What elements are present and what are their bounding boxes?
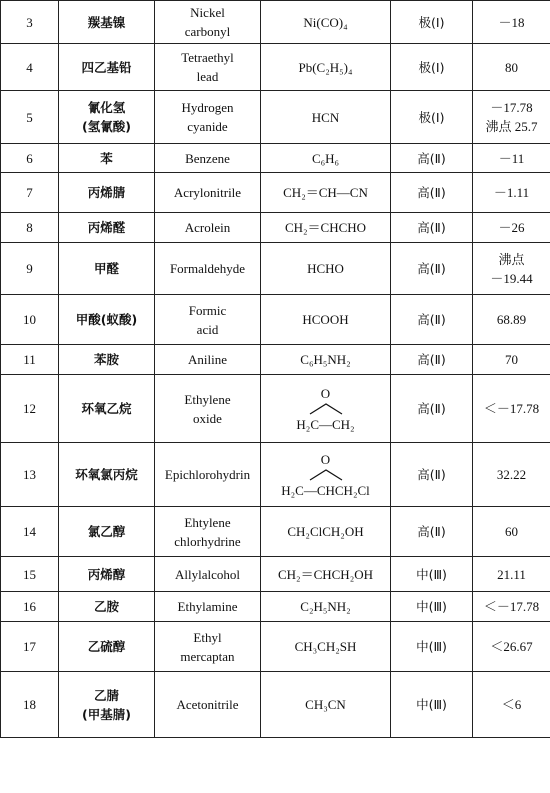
english-name: Tetraethyl [181,50,234,65]
flash-point-cell [473,557,550,592]
row-number: 12 [1,375,59,443]
english-name: chlorhydrine [174,533,241,549]
table-row [1,243,550,295]
english-name: Ethyl [193,629,222,645]
english-name: acid [196,321,219,337]
row-number: 11 [1,345,59,375]
english-name: Acrolein [184,220,231,235]
flash-point-value: 80 [505,59,518,75]
formula-cell: HCN [261,91,391,144]
english-name-cell [155,592,261,622]
chinese-name: 甲酸(蚁酸) [75,312,138,327]
table-row [1,375,550,443]
english-name-cell [155,213,261,243]
english-name-cell [155,345,261,375]
english-name-cell [155,295,261,345]
chinese-name-cell [59,213,155,243]
flash-point-value: 68.89 [496,312,527,327]
flash-point-cell [473,375,550,443]
flash-point-cell [473,213,550,243]
english-name: lead [196,69,219,84]
chinese-name-cell [59,345,155,375]
english-name: Acetonitrile [176,697,239,712]
flash-point-cell [473,672,550,738]
chinese-name: 氯乙醇 [87,524,126,539]
english-name-cell [155,1,261,44]
formula: H₂C—CH₂ [296,416,355,432]
english-name-cell [155,173,261,213]
english-name: Hydrogen [181,100,234,115]
flash-point-value: 60 [505,524,518,539]
flash-point-value: －26 [498,220,525,235]
flash-point-cell [473,91,550,144]
flash-point-value: －17.78 [490,100,533,115]
row-number: 14 [1,507,59,557]
flash-point-cell [473,345,550,375]
flash-point-value: ＜－17.78 [483,401,540,416]
table-row [1,622,550,672]
chinese-name: 丙烯腈 [87,185,126,200]
table-row [1,44,550,91]
hazard-grade: 高(Ⅱ) [391,173,473,213]
flash-point-cell [473,507,550,557]
chinese-name: 丙烯醇 [87,566,126,582]
english-name-cell [155,375,261,443]
chinese-name-cell [59,672,155,738]
flash-point-value: －19.44 [490,270,533,286]
table-row [1,443,550,507]
chinese-name-cell [59,443,155,507]
chinese-name-cell [59,622,155,672]
chinese-name-cell [59,375,155,443]
flash-point-cell [473,592,550,622]
formula-cell: CH₂＝CHCHO [261,213,391,243]
table-row [1,557,550,592]
english-name: carbonyl [184,24,231,39]
row-number: 15 [1,557,59,592]
chinese-name: (氢氰酸) [82,119,131,134]
flash-point-cell [473,144,550,173]
chinese-name: 乙硫醇 [87,639,126,654]
english-name-cell [155,507,261,557]
chinese-name: 环氧氯丙烷 [75,467,138,482]
chinese-name-cell [59,557,155,592]
english-name: mercaptan [180,648,235,664]
english-name-cell [155,243,261,295]
formula-cell: CH₃CN [261,672,391,738]
hazard-grade: 极(Ⅰ) [391,44,473,91]
chinese-name: 氰化氢 [87,100,126,115]
table-row [1,1,550,44]
flash-point-cell [473,622,550,672]
table-row [1,213,550,243]
english-name: cyanide [187,119,228,134]
english-name: Benzene [185,150,230,166]
english-name-cell [155,91,261,144]
english-name: Ethylamine [177,599,238,614]
flash-point-value: ＜6 [501,697,522,712]
chinese-name: 苯胺 [93,352,119,367]
epoxide-oxygen-label: O [320,451,331,467]
chinese-name-cell [59,243,155,295]
chinese-name: 环氧乙烷 [81,401,132,416]
english-name: Formic [188,302,227,318]
hazard-grade: 高(Ⅱ) [391,345,473,375]
chinese-name: 苯 [100,150,113,166]
row-number: 8 [1,213,59,243]
chinese-name-cell [59,295,155,345]
table-row [1,91,550,144]
english-name: Formaldehyde [169,261,246,276]
english-name: Ethylene [184,391,231,407]
chinese-name-cell [59,44,155,91]
english-name-cell [155,672,261,738]
formula-cell: C₆H₆ [261,144,391,173]
row-number: 16 [1,592,59,622]
row-number: 7 [1,173,59,213]
epoxide-ring-icon [306,469,346,481]
formula-cell: HCOOH [261,295,391,345]
row-number: 18 [1,672,59,738]
hazard-grade: 高(Ⅱ) [391,507,473,557]
hazard-grade: 极(Ⅰ) [391,1,473,44]
english-name: Epichlorohydrin [164,467,251,482]
formula-cell: HCHO [261,243,391,295]
flash-point-cell [473,173,550,213]
formula-cell: CH₂＝CH—CN [261,173,391,213]
flash-point-cell [473,295,550,345]
chinese-name-cell [59,592,155,622]
hazard-grade: 中(Ⅲ) [391,592,473,622]
formula-cell [261,375,391,443]
table-row [1,144,550,173]
english-name: Acrylonitrile [173,185,242,200]
row-number: 9 [1,243,59,295]
flash-point-value: ＜26.67 [490,639,533,654]
row-number: 13 [1,443,59,507]
chinese-name-cell [59,144,155,173]
hazard-grade: 高(Ⅱ) [391,295,473,345]
flash-point-value: －11 [498,150,525,166]
english-name: Aniline [188,352,227,367]
english-name: oxide [193,410,222,426]
epoxide-oxygen-label: O [320,385,331,401]
flash-point-cell [473,44,550,91]
table-row [1,507,550,557]
table-body [1,1,550,738]
chinese-name-cell [59,1,155,44]
table-row [1,345,550,375]
formula-cell: Ni(CO)₄ [261,1,391,44]
table-row [1,173,550,213]
row-number: 10 [1,295,59,345]
flash-point-value: 21.11 [497,566,526,582]
formula-cell: CH₂ClCH₂OH [261,507,391,557]
flash-point-value: 32.22 [496,467,527,482]
english-name-cell [155,557,261,592]
row-number: 5 [1,91,59,144]
flash-point-cell [473,1,550,44]
epoxide-ring-icon [306,403,346,415]
english-name-cell [155,443,261,507]
english-name-cell [155,622,261,672]
flash-point-cell [473,443,550,507]
flash-point-value: 70 [505,352,518,367]
formula-cell: CH₂＝CHCH₂OH [261,557,391,592]
formula-cell [261,443,391,507]
english-name: Allylalcohol [175,566,240,582]
row-number: 4 [1,44,59,91]
chinese-name: 乙腈 [93,687,119,703]
chinese-name: (甲基腈) [82,706,131,722]
chinese-name: 乙胺 [93,599,119,614]
hazard-grade: 高(Ⅱ) [391,375,473,443]
hazard-grade: 高(Ⅱ) [391,243,473,295]
chinese-name: 羰基镍 [87,14,126,30]
hazard-grade: 高(Ⅱ) [391,443,473,507]
flash-point-value: 沸点 [498,251,525,267]
flash-point-value: －1.11 [493,185,530,200]
chinese-name: 甲醛 [93,261,119,276]
formula-cell: Pb(C₂H₅)₄ [261,44,391,91]
flash-point-cell [473,243,550,295]
hazard-grade: 中(Ⅲ) [391,672,473,738]
chinese-name-cell [59,91,155,144]
table-row [1,592,550,622]
english-name-cell [155,144,261,173]
english-name: Ehtylene [184,514,231,530]
english-name: Nickel [190,5,225,20]
chinese-name: 丙烯醛 [87,220,126,235]
hazard-grade: 极(Ⅰ) [391,91,473,144]
row-number: 6 [1,144,59,173]
flash-point-value: 沸点 25.7 [485,119,538,134]
flash-point-value: ＜－17.78 [483,599,540,614]
row-number: 3 [1,1,59,44]
english-name-cell [155,44,261,91]
hazard-grade: 中(Ⅲ) [391,557,473,592]
hazard-grade: 高(Ⅱ) [391,213,473,243]
table-row [1,672,550,738]
formula-cell: C₆H₅NH₂ [261,345,391,375]
hazard-grade: 中(Ⅲ) [391,622,473,672]
chinese-name-cell [59,507,155,557]
row-number: 17 [1,622,59,672]
chinese-name-cell [59,173,155,213]
table-row [1,295,550,345]
formula: H₂C—CHCH₂Cl [281,482,370,498]
chinese-name: 四乙基铅 [81,59,132,75]
formula-cell: CH₃CH₂SH [261,622,391,672]
flash-point-value: －18 [498,14,525,30]
formula-cell: C₂H₅NH₂ [261,592,391,622]
hazard-grade: 高(Ⅱ) [391,144,473,173]
